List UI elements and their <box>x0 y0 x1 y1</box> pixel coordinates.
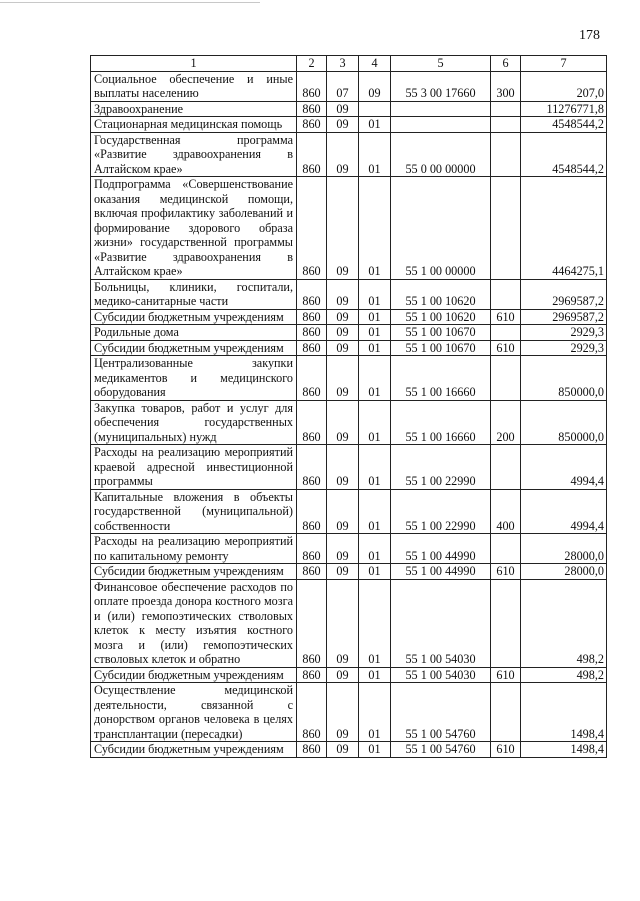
row-target-article-cell: 55 1 00 54760 <box>391 683 491 742</box>
row-name-cell: Субсидии бюджетным учреждениям <box>91 742 297 758</box>
row-admin-code-cell: 860 <box>297 742 327 758</box>
row-amount-cell: 2969587,2 <box>521 279 607 309</box>
row-subsection-cell: 01 <box>359 742 391 758</box>
column-header-subsection: 4 <box>359 56 391 72</box>
table-row <box>91 356 607 401</box>
row-section-cell: 09 <box>327 579 359 667</box>
row-section-cell: 09 <box>327 340 359 356</box>
row-name-cell: Осуществление медицинской деятельности, связанной с донорством органов человека в целях трансплантации (пересадки) <box>91 683 297 742</box>
row-name-cell: Расходы на реализацию мероприятий краевой адресной инвестиционной программы <box>91 445 297 490</box>
table-row <box>91 279 607 309</box>
table-row <box>91 534 607 564</box>
row-amount-cell: 1498,4 <box>521 683 607 742</box>
row-target-article-cell: 55 3 00 17660 <box>391 71 491 101</box>
budget-table <box>90 55 607 758</box>
row-target-article-cell: 55 1 00 10620 <box>391 279 491 309</box>
row-admin-code-cell: 860 <box>297 177 327 280</box>
row-target-article-cell: 55 1 00 10620 <box>391 309 491 325</box>
table-row <box>91 325 607 341</box>
row-target-article-cell: 55 1 00 44990 <box>391 534 491 564</box>
row-name-cell: Социальное обеспечение и иные выплаты населению <box>91 71 297 101</box>
row-amount-cell: 28000,0 <box>521 564 607 580</box>
row-expense-type-cell <box>491 101 521 117</box>
row-subsection-cell: 01 <box>359 356 391 401</box>
row-admin-code-cell: 860 <box>297 445 327 490</box>
row-target-article-cell: 55 1 00 00000 <box>391 177 491 280</box>
row-expense-type-cell <box>491 279 521 309</box>
row-section-cell: 09 <box>327 534 359 564</box>
row-amount-cell: 11276771,8 <box>521 101 607 117</box>
row-admin-code-cell: 860 <box>297 132 327 177</box>
row-name-cell: Стационарная медицинская помощь <box>91 117 297 133</box>
row-target-article-cell: 55 1 00 10670 <box>391 325 491 341</box>
row-name-cell: Родильные дома <box>91 325 297 341</box>
row-amount-cell: 4548544,2 <box>521 117 607 133</box>
column-header-name: 1 <box>91 56 297 72</box>
row-expense-type-cell <box>491 445 521 490</box>
row-target-article-cell <box>391 117 491 133</box>
row-admin-code-cell: 860 <box>297 564 327 580</box>
row-amount-cell: 2969587,2 <box>521 309 607 325</box>
row-subsection-cell <box>359 101 391 117</box>
row-admin-code-cell: 860 <box>297 667 327 683</box>
page-number: 178 <box>579 28 600 43</box>
row-name-cell: Здравоохранение <box>91 101 297 117</box>
scan-edge-line <box>0 2 260 3</box>
table-row <box>91 340 607 356</box>
row-admin-code-cell: 860 <box>297 489 327 534</box>
row-subsection-cell: 01 <box>359 177 391 280</box>
row-name-cell: Подпрограмма «Совершенствование оказания медицинской помощи, включая профилактику заболеваний и формирование здорового образа жизни» государственной программы «Развитие здравоохранения в Алтайском крае» <box>91 177 297 280</box>
row-name-cell: Государственная программа «Развитие здравоохранения в Алтайском крае» <box>91 132 297 177</box>
row-section-cell: 09 <box>327 445 359 490</box>
row-subsection-cell: 01 <box>359 340 391 356</box>
row-subsection-cell: 01 <box>359 400 391 445</box>
row-target-article-cell: 55 1 00 54030 <box>391 667 491 683</box>
row-target-article-cell: 55 1 00 10670 <box>391 340 491 356</box>
table-row <box>91 667 607 683</box>
row-section-cell: 09 <box>327 279 359 309</box>
table-row <box>91 683 607 742</box>
table-row <box>91 400 607 445</box>
row-subsection-cell: 01 <box>359 117 391 133</box>
row-target-article-cell: 55 1 00 22990 <box>391 445 491 490</box>
row-expense-type-cell <box>491 356 521 401</box>
row-target-article-cell: 55 1 00 54760 <box>391 742 491 758</box>
table-row <box>91 489 607 534</box>
row-target-article-cell: 55 0 00 00000 <box>391 132 491 177</box>
row-amount-cell: 850000,0 <box>521 400 607 445</box>
row-admin-code-cell: 860 <box>297 579 327 667</box>
row-target-article-cell: 55 1 00 16660 <box>391 356 491 401</box>
row-name-cell: Централизованные закупки медикаментов и медицинского оборудования <box>91 356 297 401</box>
row-target-article-cell <box>391 101 491 117</box>
row-subsection-cell: 01 <box>359 132 391 177</box>
row-expense-type-cell <box>491 325 521 341</box>
row-amount-cell: 4464275,1 <box>521 177 607 280</box>
row-section-cell: 09 <box>327 117 359 133</box>
row-section-cell: 09 <box>327 309 359 325</box>
row-section-cell: 09 <box>327 489 359 534</box>
row-admin-code-cell: 860 <box>297 400 327 445</box>
row-expense-type-cell: 400 <box>491 489 521 534</box>
row-subsection-cell: 01 <box>359 489 391 534</box>
row-name-cell: Расходы на реализацию мероприятий по капитальному ремонту <box>91 534 297 564</box>
row-section-cell: 09 <box>327 101 359 117</box>
row-section-cell: 07 <box>327 71 359 101</box>
table-row <box>91 564 607 580</box>
row-admin-code-cell: 860 <box>297 683 327 742</box>
row-section-cell: 09 <box>327 683 359 742</box>
column-header-expense-type: 6 <box>491 56 521 72</box>
row-expense-type-cell <box>491 117 521 133</box>
table-row <box>91 117 607 133</box>
row-expense-type-cell <box>491 177 521 280</box>
row-admin-code-cell: 860 <box>297 325 327 341</box>
column-header-amount: 7 <box>521 56 607 72</box>
row-subsection-cell: 01 <box>359 667 391 683</box>
row-name-cell: Больницы, клиники, госпитали, медико-санитарные части <box>91 279 297 309</box>
row-expense-type-cell: 610 <box>491 564 521 580</box>
row-name-cell: Субсидии бюджетным учреждениям <box>91 564 297 580</box>
row-subsection-cell: 01 <box>359 683 391 742</box>
row-name-cell: Субсидии бюджетным учреждениям <box>91 340 297 356</box>
row-admin-code-cell: 860 <box>297 101 327 117</box>
row-admin-code-cell: 860 <box>297 356 327 401</box>
row-admin-code-cell: 860 <box>297 71 327 101</box>
table-row <box>91 742 607 758</box>
table-body <box>91 71 607 757</box>
row-subsection-cell: 01 <box>359 445 391 490</box>
row-section-cell: 09 <box>327 742 359 758</box>
table-row <box>91 309 607 325</box>
column-header-admin: 2 <box>297 56 327 72</box>
row-section-cell: 09 <box>327 325 359 341</box>
row-target-article-cell: 55 1 00 54030 <box>391 579 491 667</box>
row-admin-code-cell: 860 <box>297 309 327 325</box>
row-expense-type-cell: 610 <box>491 309 521 325</box>
row-expense-type-cell: 610 <box>491 667 521 683</box>
row-admin-code-cell: 860 <box>297 117 327 133</box>
row-amount-cell: 207,0 <box>521 71 607 101</box>
row-expense-type-cell <box>491 132 521 177</box>
row-admin-code-cell: 860 <box>297 279 327 309</box>
column-header-section: 3 <box>327 56 359 72</box>
row-section-cell: 09 <box>327 564 359 580</box>
table-row <box>91 101 607 117</box>
row-amount-cell: 4994,4 <box>521 445 607 490</box>
row-name-cell: Субсидии бюджетным учреждениям <box>91 667 297 683</box>
table-row <box>91 445 607 490</box>
row-amount-cell: 28000,0 <box>521 534 607 564</box>
row-target-article-cell: 55 1 00 22990 <box>391 489 491 534</box>
row-amount-cell: 498,2 <box>521 667 607 683</box>
row-target-article-cell: 55 1 00 16660 <box>391 400 491 445</box>
row-admin-code-cell: 860 <box>297 534 327 564</box>
row-amount-cell: 1498,4 <box>521 742 607 758</box>
row-amount-cell: 4548544,2 <box>521 132 607 177</box>
row-amount-cell: 4994,4 <box>521 489 607 534</box>
row-section-cell: 09 <box>327 356 359 401</box>
row-subsection-cell: 01 <box>359 564 391 580</box>
row-expense-type-cell: 200 <box>491 400 521 445</box>
row-name-cell: Капитальные вложения в объекты государственной (муниципальной) собственности <box>91 489 297 534</box>
row-section-cell: 09 <box>327 177 359 280</box>
row-amount-cell: 2929,3 <box>521 340 607 356</box>
row-expense-type-cell: 300 <box>491 71 521 101</box>
row-subsection-cell: 01 <box>359 325 391 341</box>
row-subsection-cell: 01 <box>359 309 391 325</box>
row-amount-cell: 850000,0 <box>521 356 607 401</box>
table-row <box>91 132 607 177</box>
row-name-cell: Финансовое обеспечение расходов по оплате проезда донора костного мозга и (или) гемопоэтических стволовых клеток к месту изъятия костного мозга и (или) гемопоэтических стволовых клеток и обратно <box>91 579 297 667</box>
row-expense-type-cell: 610 <box>491 742 521 758</box>
row-target-article-cell: 55 1 00 44990 <box>391 564 491 580</box>
row-section-cell: 09 <box>327 400 359 445</box>
column-header-target-article: 5 <box>391 56 491 72</box>
row-section-cell: 09 <box>327 132 359 177</box>
row-subsection-cell: 01 <box>359 534 391 564</box>
row-subsection-cell: 01 <box>359 279 391 309</box>
column-number-row <box>91 56 607 72</box>
row-section-cell: 09 <box>327 667 359 683</box>
row-amount-cell: 498,2 <box>521 579 607 667</box>
row-subsection-cell: 01 <box>359 579 391 667</box>
row-expense-type-cell <box>491 683 521 742</box>
row-subsection-cell: 09 <box>359 71 391 101</box>
row-amount-cell: 2929,3 <box>521 325 607 341</box>
row-admin-code-cell: 860 <box>297 340 327 356</box>
row-expense-type-cell <box>491 579 521 667</box>
row-name-cell: Субсидии бюджетным учреждениям <box>91 309 297 325</box>
table-row <box>91 579 607 667</box>
row-expense-type-cell <box>491 534 521 564</box>
row-expense-type-cell: 610 <box>491 340 521 356</box>
table-row <box>91 177 607 280</box>
row-name-cell: Закупка товаров, работ и услуг для обеспечения государственных (муниципальных) нужд <box>91 400 297 445</box>
table-row <box>91 71 607 101</box>
